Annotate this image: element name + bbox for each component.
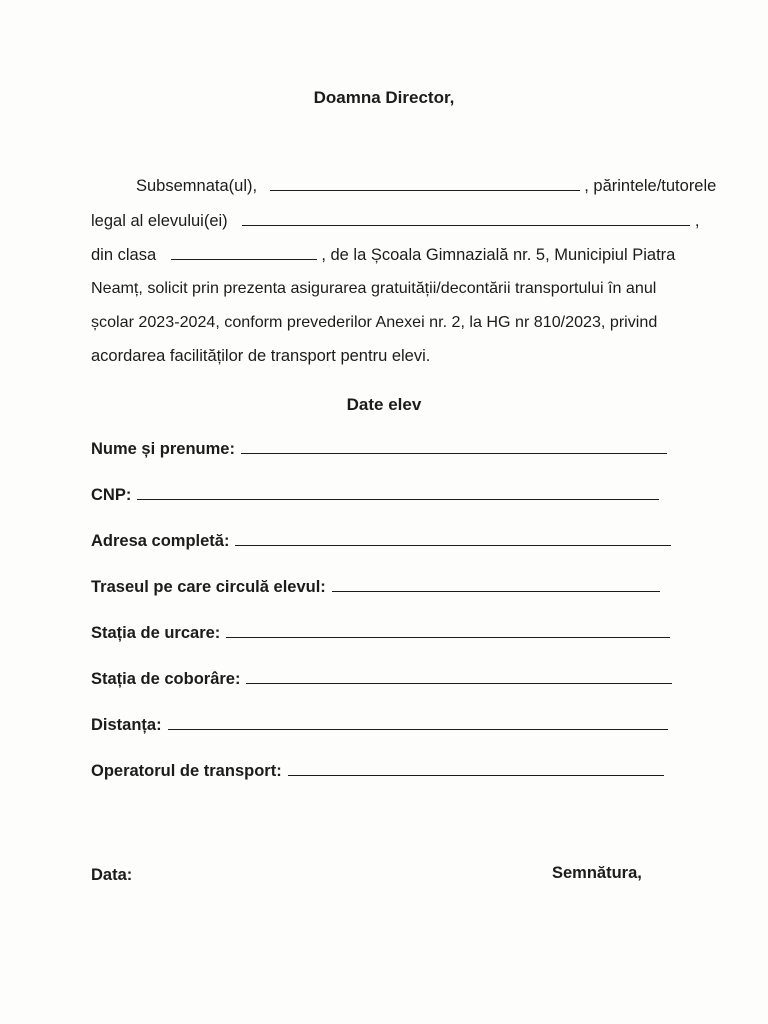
body-line-5 bbox=[91, 313, 717, 347]
section-title: Date elev bbox=[346, 395, 422, 414]
body-line-3 bbox=[91, 245, 717, 279]
field-label: Nume și prenume: bbox=[91, 440, 235, 458]
field-name bbox=[91, 440, 667, 466]
field-alighting-stop-input[interactable] bbox=[246, 671, 672, 684]
body-line-1 bbox=[91, 176, 717, 210]
signature-label: Semnătura, bbox=[552, 864, 642, 882]
body-text: școlar 2023-2024, conform prevederilor Anexei nr. 2, la HG nr 810/2023, privind bbox=[91, 313, 658, 331]
field-distance bbox=[91, 716, 668, 742]
field-label: CNP: bbox=[91, 486, 132, 504]
body-text: , de la Școala Gimnazială nr. 5, Municipiul Piatra bbox=[321, 246, 676, 264]
body-text: acordarea facilităților de transport pentru elevi. bbox=[91, 347, 431, 365]
field-label: Distanța: bbox=[91, 716, 162, 734]
field-label: Stația de urcare: bbox=[91, 624, 221, 642]
field-operator bbox=[91, 762, 664, 788]
body-text: din clasa bbox=[91, 246, 157, 264]
body-text: , părintele/tutorele bbox=[584, 177, 717, 195]
field-boarding-stop-input[interactable] bbox=[226, 625, 670, 638]
field-route-input[interactable] bbox=[332, 579, 660, 592]
body-text: Subsemnata(ul), bbox=[136, 177, 258, 195]
parent-name-blank[interactable] bbox=[270, 176, 580, 191]
field-label: Stația de coborâre: bbox=[91, 670, 241, 688]
field-alighting-stop bbox=[91, 670, 672, 696]
field-address bbox=[91, 532, 671, 558]
salutation: Doamna Director, bbox=[313, 88, 455, 107]
field-cnp bbox=[91, 486, 659, 512]
body-line-2 bbox=[91, 211, 717, 245]
field-operator-input[interactable] bbox=[288, 763, 664, 776]
class-blank[interactable] bbox=[171, 245, 317, 260]
date-label: Data: bbox=[91, 866, 133, 884]
body-text: , bbox=[694, 212, 700, 230]
body-text: legal al elevului(ei) bbox=[91, 212, 228, 230]
field-label: Operatorul de transport: bbox=[91, 762, 282, 780]
field-address-input[interactable] bbox=[235, 533, 671, 546]
field-name-input[interactable] bbox=[241, 441, 667, 454]
body-text: Neamț, solicit prin prezenta asigurarea gratuității/decontării transportului în anul bbox=[91, 279, 657, 297]
body-line-6 bbox=[91, 347, 717, 381]
field-label: Traseul pe care circulă elevul: bbox=[91, 578, 326, 596]
body-line-4 bbox=[91, 279, 717, 313]
field-cnp-input[interactable] bbox=[137, 487, 659, 500]
field-route bbox=[91, 578, 660, 604]
field-label: Adresa completă: bbox=[91, 532, 230, 550]
field-distance-input[interactable] bbox=[168, 717, 668, 730]
field-boarding-stop bbox=[91, 624, 670, 650]
student-name-blank[interactable] bbox=[242, 211, 690, 226]
